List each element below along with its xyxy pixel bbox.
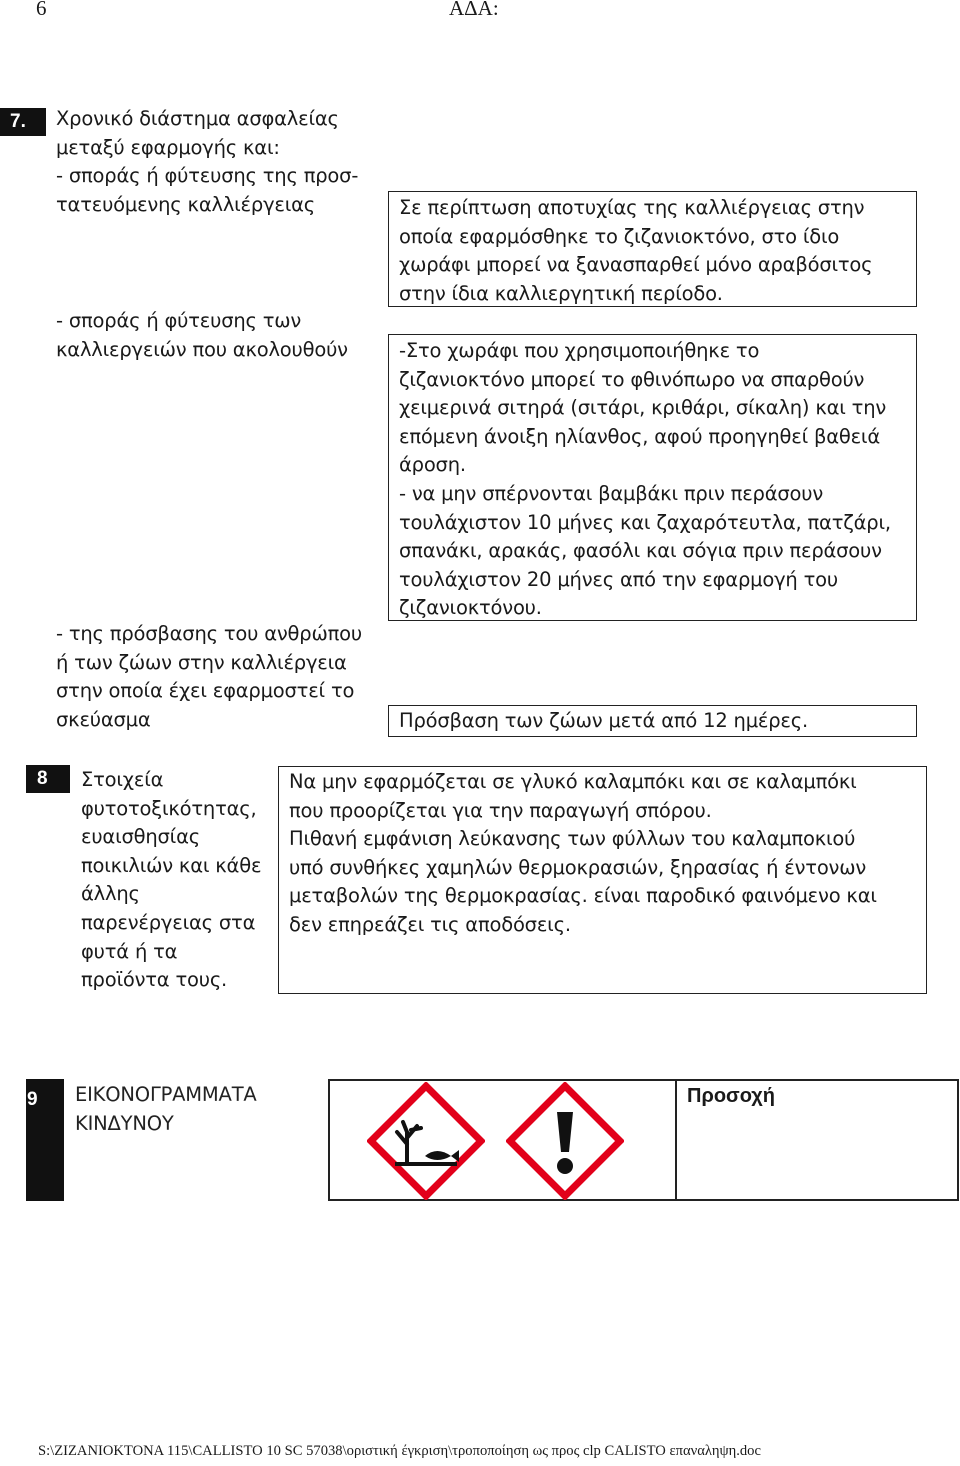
s8-box-line: μεταβολών της θερμοκρασίας. είναι παροδικό φαινόμενο και [289,884,877,908]
s8-box-line: δεν επηρεάζει τις αποδόσεις. [289,912,571,936]
s8-line: Στοιχεία [81,768,164,791]
s8-line: παρενέργειας στα [81,910,256,934]
signal-word: Προσοχή [687,1085,775,1107]
pictograms-divider [675,1081,677,1199]
s8-line: άλλης [81,882,140,906]
s8-line: φυτά ή τα [81,939,178,963]
s7-c-line: στην οποία έχει εφαρμοστεί το [56,679,355,703]
s8-box-line: Πιθανή εμφάνιση λεύκανσης των φύλλων του καλαμποκιού [289,827,856,851]
s8-box-line: Να μην εφαρμόζεται σε γλυκό καλαμπόκι και σε καλαμπόκι [289,770,857,793]
box2-line: ζιζανιοκτόνο μπορεί το φθινόπωρο να σπαρθούν [399,367,865,391]
s9-title-line: ΕΙΚΟΝΟΓΡΑΜΜΑΤΑ [75,1083,257,1106]
section-7-label-a [56,105,358,219]
box2-line: επόμενη άνοιξη ηλίανθος, αφού προηγηθεί βαθειά [399,424,880,448]
s7-a-line: - σποράς ή φύτευσης της προσ- [56,164,359,188]
following-crops-box [388,334,917,621]
section-7-number [0,108,46,136]
crop-failure-box [388,191,917,307]
section-7-label-b [56,307,348,364]
s7-b-line: καλλιεργειών που ακολουθούν [56,337,348,361]
page-number: 6 [36,0,47,20]
box2-line: - να μην σπέρνονται βαμβάκι πριν περάσουν [399,481,824,505]
hazard-pictograms-title [75,1081,257,1138]
ada-label: ΑΔΑ: [449,0,499,20]
s8-line: προϊόντα τους. [81,968,228,992]
s8-line: ποικιλιών και κάθε [81,853,262,877]
box2-line: τουλάχιστον 20 μήνες από την εφαρμογή του [399,567,838,591]
s7-a-line: Χρονικό διάστημα ασφαλείας [56,107,339,130]
box2-line: ζιζανιοκτόνου. [399,596,542,620]
box1-line: χωράφι μπορεί να ξανασπαρθεί μόνο αραβόσιτος [399,253,873,277]
phytotoxicity-box [278,766,927,994]
section-7-label-c [56,620,362,734]
s7-b-line: - σποράς ή φύτευσης των [56,309,302,332]
box1-line: οποία εφαρμόσθηκε το ζιζανιοκτόνο, στο ίδιο [399,224,840,248]
section-8-number-text: 8 [37,768,48,789]
section-9-number-bar [26,1079,64,1201]
animal-access-box [388,705,917,737]
box1-line: στην ίδια καλλιεργητική περίοδο. [399,281,723,305]
s8-line: ευαισθησίας [81,825,200,849]
exclamation-hazard-icon [506,1082,624,1200]
section-8-number [26,765,70,793]
s7-a-line: μεταξύ εφαρμογής και: [56,135,280,159]
box2-line: τουλάχιστον 10 μήνες και ζαχαρότευτλα, πατζάρι, [399,510,891,534]
box2-line: σπανάκι, αρακάς, φασόλι και σόγια πριν περάσουν [399,539,882,563]
box1-line: Σε περίπτωση αποτυχίας της καλλιέργειας στην [399,196,865,219]
s8-line: φυτοτοξικότητας, [81,796,257,820]
s8-box-line: που προορίζεται για την παραγωγή σπόρου. [289,798,712,822]
pictograms-box [328,1079,959,1201]
s7-c-line: - της πρόσβασης του ανθρώπου [56,622,362,645]
s9-title-line: ΚΙΝΔΥΝΟΥ [75,1111,174,1135]
box2-line: -Στο χωράφι που χρησιμοποιήθηκε το [399,339,760,362]
environment-hazard-icon [367,1082,485,1200]
s7-c-line: ή των ζώων στην καλλιέργεια [56,650,347,674]
section-9-number-text: 9 [27,1089,38,1110]
animal-access-text: Πρόσβαση των ζώων μετά από 12 ημέρες. [399,709,809,732]
s7-a-line: τατευόμενης καλλιέργειας [56,192,316,216]
section-7-number-text: 7. [10,111,26,132]
footer-file-path: S:\ZIZANIOKTONA 115\CALLISTO 10 SC 57038\οριστική έγκριση\τροποποίηση ως προς clp CALISTO επαναληψη.doc [38,1443,761,1459]
box2-line: άροση. [399,453,466,477]
box2-line: χειμερινά σιτηρά (σιτάρι, κριθάρι, σίκαλη) και την [399,396,887,420]
s7-c-line: σκεύασμα [56,707,151,731]
section-8-label [81,766,261,995]
s8-box-line: υπό συνθήκες χαμηλών θερμοκρασιών, ξηρασίας ή έντονων [289,855,867,879]
